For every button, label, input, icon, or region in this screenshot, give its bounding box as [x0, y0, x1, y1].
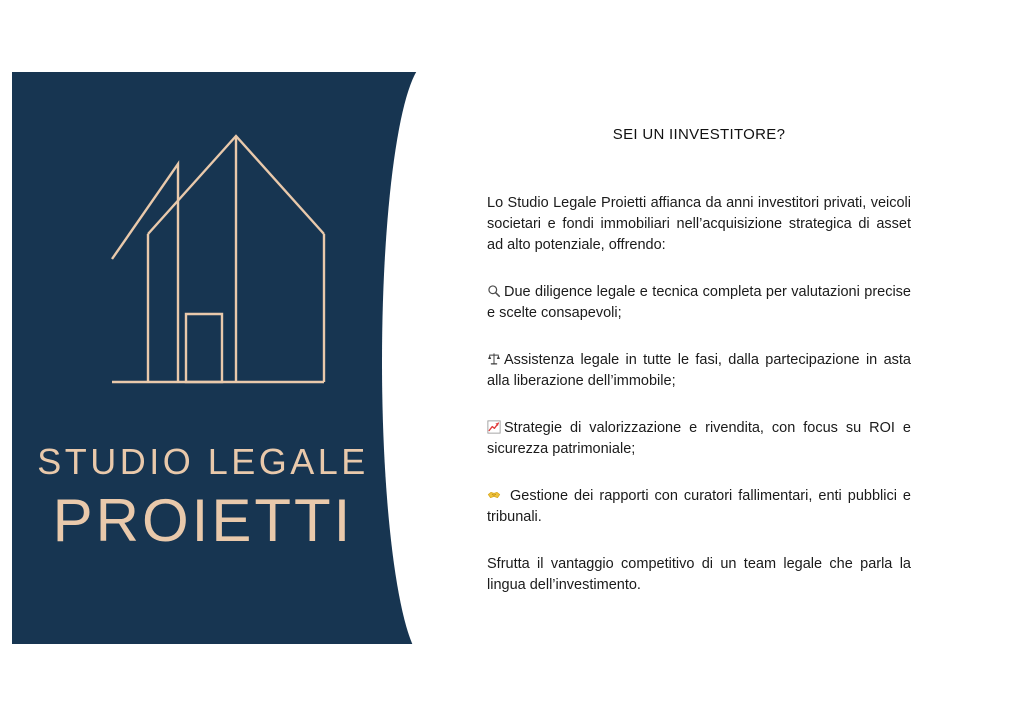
logo-wordmark — [12, 442, 394, 555]
content-column — [487, 126, 911, 596]
bullet-text: Strategie di valorizzazione e rivendita, con focus su ROI e sicurezza patrimoniale; — [487, 420, 911, 458]
bullet-item-due-diligence — [487, 282, 911, 324]
bullet-text: Gestione dei rapporti con curatori fallimentari, enti pubblici e tribunali. — [487, 488, 911, 526]
scales-of-justice-icon — [487, 350, 501, 371]
logo-line-proietti: PROIETTI — [52, 486, 354, 554]
handshake-icon — [487, 486, 501, 507]
bullet-text: Due diligence legale e tecnica completa per valutazioni precise e scelte consapevoli; — [487, 284, 911, 322]
magnifier-icon — [487, 282, 501, 303]
bullet-item-gestione-rapporti — [487, 486, 911, 528]
bullet-item-assistenza-legale — [487, 350, 911, 392]
headline: SEI UN IINVESTITORE? — [612, 126, 786, 143]
chart-increasing-icon — [487, 418, 501, 439]
logo-panel — [12, 72, 420, 644]
intro-paragraph: Lo Studio Legale Proietti affianca da anni investitori privati, veicoli societari e fondi immobiliari nell’acquisizione strategica di asset ad alto potenziale, offrendo: — [487, 195, 911, 254]
closing-paragraph: Sfrutta il vantaggio competitivo di un team legale che parla la lingua dell’investimento. — [487, 556, 911, 594]
bullet-item-strategie-valorizzazione — [487, 418, 911, 460]
logo-line-studio-legale: STUDIO LEGALE — [37, 441, 369, 482]
house-outline-icon — [86, 124, 346, 424]
bullet-text: Assistenza legale in tutte le fasi, dalla partecipazione in asta alla liberazione dell’immobile; — [487, 352, 911, 390]
